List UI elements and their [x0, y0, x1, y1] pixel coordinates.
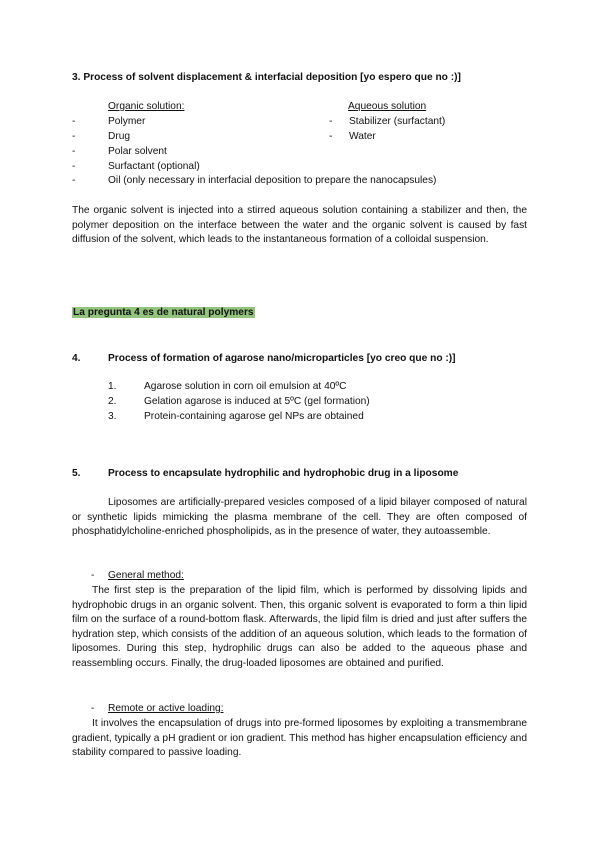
remote-loading-dash: - — [91, 703, 95, 714]
remote-loading-text: It involves the encapsulation of drugs into pre-formed liposomes by exploiting a transmembrane gradient, typically a pH gradient or ion gradient. This method has higher encapsulation efficiency and stability compared to passive loading. — [72, 718, 527, 759]
section-5-number: 5. — [72, 468, 81, 479]
step-text: Protein-containing agarose gel NPs are obtained — [144, 411, 364, 422]
liposome-intro: Liposomes are artificially-prepared vesicles composed of a lipid bilayer composed of natural or synthetic lipids mimicking the plasma membrane of the cell. They are often composed of phosphatidylcholine-enriched phospholipids, as in the presence of water, they autoassemble. — [72, 497, 527, 538]
bullet-dash: - — [72, 116, 76, 127]
step-number: 2. — [108, 396, 117, 407]
bullet-dash: - — [329, 116, 333, 127]
highlighted-note — [72, 307, 255, 318]
section-3-paragraph: The organic solvent is injected into a stirred aqueous solution containing a stabilizer and then, the polymer deposition on the interface between the water and the organic solvent is caused by fast diffusion of the solvent, which leads to the instantaneous formation of a colloidal suspension. — [72, 205, 527, 246]
bullet-dash: - — [72, 161, 76, 172]
general-method-label: General method: — [108, 570, 184, 581]
organic-item: Polymer — [108, 116, 146, 127]
general-method-dash: - — [91, 570, 95, 581]
organic-solution-header: Organic solution: — [108, 101, 185, 112]
section-5-heading: Process to encapsulate hydrophilic and hydrophobic drug in a liposome — [108, 468, 459, 479]
aqueous-item: Stabilizer (surfactant) — [349, 116, 446, 127]
remote-loading-label: Remote or active loading: — [108, 703, 224, 714]
note-text: La pregunta 4 es de natural polymers — [73, 307, 254, 318]
general-method-text: The first step is the preparation of the lipid film, which is performed by dissolving lipids and hydrophobic drugs in an organic solvent. Then, this organic solvent is evaporated to form a thin lipid film on the surface of a round-bottom flask. Afterwards, the lipid film is dried and just after suffers the hydration step, which consists of the addition of an aqueous solution, which leads to the formation of liposomes. During this step, hydrophilic drugs can also be added to the aqueous phase and reassembling occurs. Finally, the drug-loaded liposomes are obtained and purified. — [72, 585, 527, 669]
organic-item: Drug — [108, 131, 131, 142]
step-number: 1. — [108, 381, 117, 392]
step-number: 3. — [108, 411, 117, 422]
organic-item: Surfactant (optional) — [108, 161, 200, 172]
organic-item: Polar solvent — [108, 146, 167, 157]
aqueous-item: Water — [349, 131, 376, 142]
bullet-dash: - — [329, 131, 333, 142]
section-4-heading: Process of formation of agarose nano/microparticles [yo creo que no :)] — [108, 353, 456, 364]
step-text: Gelation agarose is induced at 5ºC (gel formation) — [144, 396, 370, 407]
bullet-dash: - — [72, 175, 76, 186]
step-text: Agarose solution in corn oil emulsion at 40ºC — [144, 381, 347, 392]
section-3-heading: 3. Process of solvent displacement & interfacial deposition [yo espero que no :)] — [72, 72, 461, 83]
organic-item: Oil (only necessary in interfacial deposition to prepare the nanocapsules) — [108, 175, 437, 186]
bullet-dash: - — [72, 146, 76, 157]
section-4-number: 4. — [72, 353, 81, 364]
aqueous-solution-header: Aqueous solution — [348, 101, 427, 112]
bullet-dash: - — [72, 131, 76, 142]
